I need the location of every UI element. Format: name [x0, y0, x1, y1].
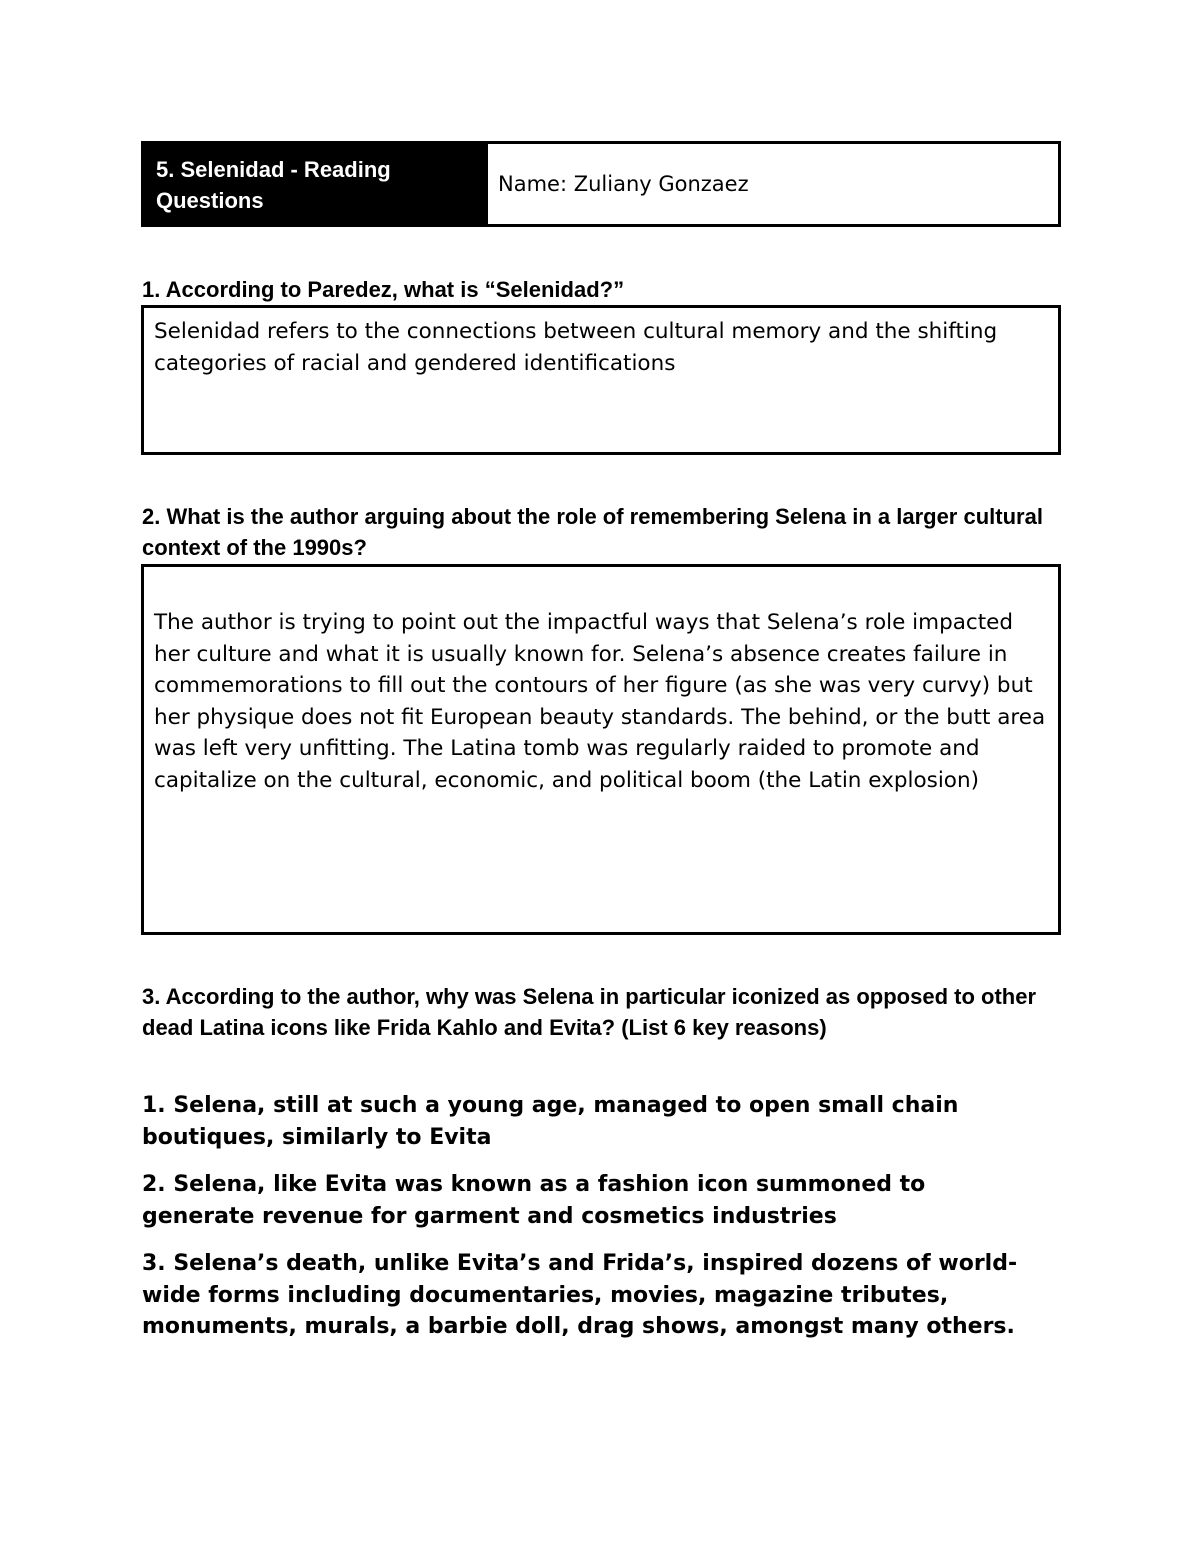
reason-item: 1. Selena, still at such a young age, managed to open small chain boutiques, similarly to Evita: [142, 1093, 959, 1150]
question-1: 1. According to Paredez, what is “Selenidad?”: [142, 277, 625, 302]
worksheet-title: 5. Selenidad - Reading Questions: [144, 144, 488, 224]
student-name: Name: Zuliany Gonzaez: [498, 172, 749, 196]
question-3: 3. According to the author, why was Selena in particular iconized as opposed to other dead Latina icons like Frida Kahlo and Evita? (List 6 key reasons): [142, 984, 1037, 1040]
answer-box-2: The author is trying to point out the impactful ways that Selena’s role impacted her culture and what it is usually known for. Selena’s absence creates failure in commemorations to fill out the contours of her figure (as she was very curvy) but her physique does not fit European beauty standards. The behind, or the butt area was left very unfitting. The Latina tomb was regularly raided to promote and capitalize on the cultural, economic, and political boom (the Latin explosion): [141, 564, 1061, 935]
reason-item: 3. Selena’s death, unlike Evita’s and Frida’s, inspired dozens of world-wide forms including documentaries, movies, magazine tributes, monuments, murals, a barbie doll, drag shows, amongst many others.: [142, 1251, 1018, 1339]
reason-item: 2. Selena, like Evita was known as a fashion icon summoned to generate revenue for garment and cosmetics industries: [142, 1172, 926, 1229]
question-2: 2. What is the author arguing about the role of remembering Selena in a larger cultural context of the 1990s?: [142, 504, 1043, 560]
reasons-list: [142, 1090, 1042, 1359]
header-table: [141, 141, 1061, 227]
answer-box-1: Selenidad refers to the connections between cultural memory and the shifting categories of racial and gendered identifications: [141, 305, 1061, 455]
